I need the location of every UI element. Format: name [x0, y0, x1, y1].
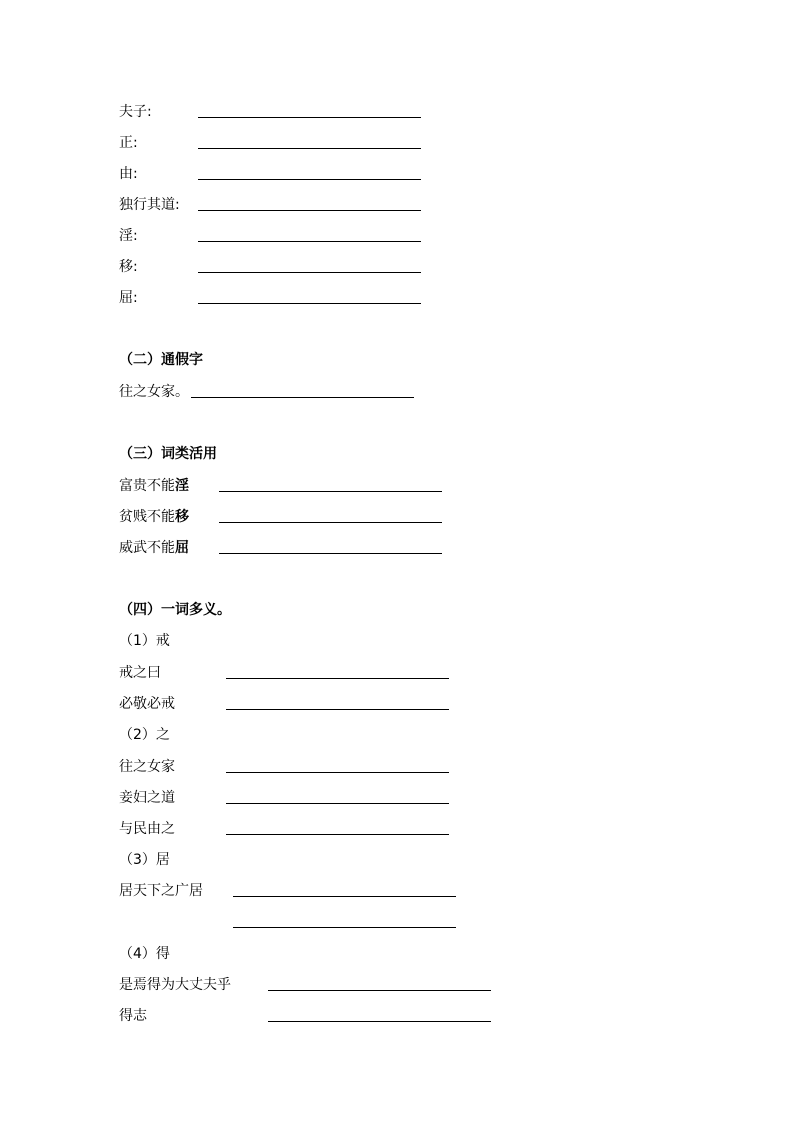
group-title: （4）得	[119, 946, 170, 962]
group-title: （1）戒	[119, 633, 170, 649]
term-label: 是焉得为大丈夫乎	[119, 977, 231, 993]
answer-blank[interactable]	[198, 303, 421, 304]
term-label: 得志	[119, 1008, 147, 1024]
section-heading: （三）词类活用	[119, 446, 217, 462]
term-prefix: 富贵不能	[119, 478, 175, 494]
answer-blank[interactable]	[219, 522, 442, 523]
term-label	[119, 476, 189, 496]
term-emphasis: 移	[175, 509, 189, 525]
term-label: 屈:	[119, 290, 138, 306]
term-label: 与民由之	[119, 821, 175, 837]
term-emphasis: 淫	[175, 478, 189, 494]
answer-blank[interactable]	[226, 772, 449, 773]
answer-blank[interactable]	[198, 148, 421, 149]
answer-blank[interactable]	[226, 834, 449, 835]
answer-blank[interactable]	[226, 709, 449, 710]
answer-blank[interactable]	[219, 553, 442, 554]
term-label: 独行其道:	[119, 197, 180, 213]
term-prefix: 威武不能	[119, 540, 175, 556]
term-label: 正:	[119, 135, 138, 151]
answer-blank[interactable]	[268, 1021, 491, 1022]
answer-blank[interactable]	[226, 803, 449, 804]
section-heading: （四）一词多义。	[119, 602, 231, 618]
term-emphasis: 屈	[175, 540, 189, 556]
term-label	[119, 507, 189, 527]
term-label: 往之女家	[119, 759, 175, 775]
answer-blank[interactable]	[198, 241, 421, 242]
group-title: （2）之	[119, 727, 170, 743]
term-label: 移:	[119, 259, 138, 275]
group-title: （3）居	[119, 852, 170, 868]
term-label: 居天下之广居	[119, 883, 203, 899]
section-heading: （二）通假字	[119, 352, 203, 368]
term-prefix: 贫贱不能	[119, 509, 175, 525]
term-label: 夫子:	[119, 104, 152, 120]
term-label	[119, 538, 189, 558]
answer-blank[interactable]	[233, 927, 456, 928]
answer-blank[interactable]	[191, 397, 414, 398]
term-label: 必敬必戒	[119, 696, 175, 712]
term-label: 往之女家。	[119, 384, 189, 400]
answer-blank[interactable]	[198, 210, 421, 211]
term-label: 妾妇之道	[119, 790, 175, 806]
answer-blank[interactable]	[268, 990, 491, 991]
answer-blank[interactable]	[198, 272, 421, 273]
answer-blank[interactable]	[233, 896, 456, 897]
answer-blank[interactable]	[226, 678, 449, 679]
answer-blank[interactable]	[219, 491, 442, 492]
term-label: 戒之曰	[119, 665, 161, 681]
term-label: 由:	[119, 166, 138, 182]
answer-blank[interactable]	[198, 179, 421, 180]
answer-blank[interactable]	[198, 117, 421, 118]
term-label: 淫:	[119, 228, 138, 244]
